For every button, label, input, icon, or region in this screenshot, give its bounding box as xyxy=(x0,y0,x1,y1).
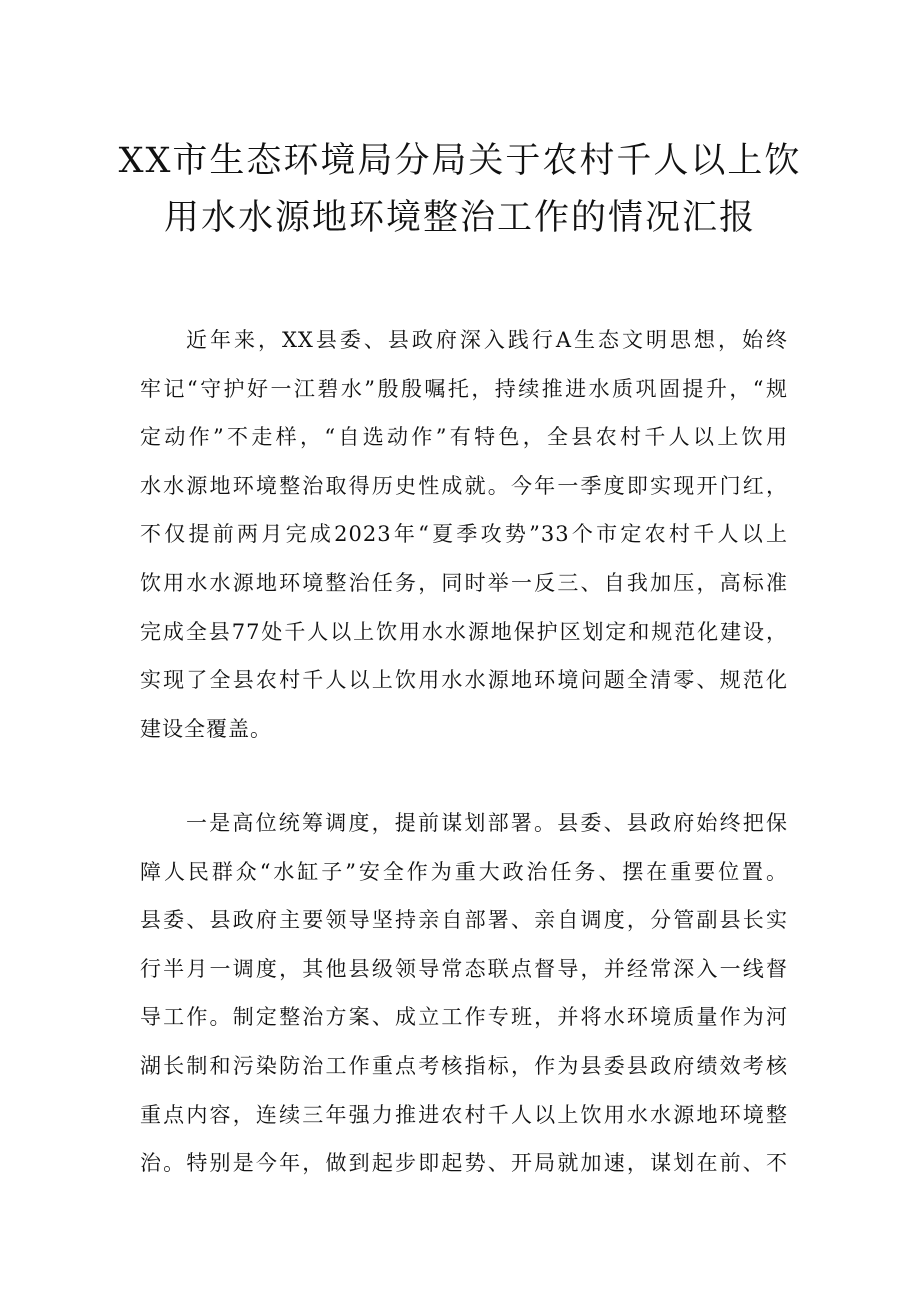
paragraph-line: 治。特别是今年，做到起步即起势、开局就加速，谋划在前、不 xyxy=(140,1151,788,1176)
paragraph-line: 水水源地环境整治取得历史性成就。今年一季度即实现开门红， xyxy=(140,473,788,498)
paragraph-line: 障人民群众“水缸子”安全作为重大政治任务、摆在重要位置。 xyxy=(140,859,788,884)
paragraph-line: 定动作”不走样，“自选动作”有特色，全县农村千人以上饮用 xyxy=(140,425,788,450)
document-title xyxy=(100,133,820,247)
paragraph-section-one xyxy=(140,799,788,1188)
paragraph-line: 不仅提前两月完成2023年“夏季攻势”33个市定农村千人以上 xyxy=(140,522,788,547)
paragraph-line: 行半月一调度，其他县级领导常态联点督导，并经常深入一线督 xyxy=(140,956,788,981)
paragraph-line: 建设全覆盖。 xyxy=(140,716,272,741)
paragraph-line: 饮用水水源地环境整治任务，同时举一反三、自我加压，高标准 xyxy=(140,570,788,595)
paragraph-line: 实现了全县农村千人以上饮用水水源地环境问题全清零、规范化 xyxy=(140,668,788,693)
paragraph-line: 县委、县政府主要领导坚持亲自部署、亲自调度，分管副县长实 xyxy=(140,908,788,933)
title-line-2: 用水水源地环境整治工作的情况汇报 xyxy=(163,198,756,238)
paragraph-line: 牢记“守护好一江碧水”殷殷嘱托，持续推进水质巩固提升，“规 xyxy=(140,376,788,401)
title-line-1: XX市生态环境局分局关于农村千人以上饮 xyxy=(118,141,802,181)
paragraph-line: 近年来，XX县委、县政府深入践行A生态文明思想，始终 xyxy=(186,328,788,352)
paragraph-line: 一是高位统筹调度，提前谋划部署。县委、县政府始终把保 xyxy=(186,811,788,835)
paragraph-intro xyxy=(140,316,788,753)
paragraph-line: 湖长制和污染防治工作重点考核指标，作为县委县政府绩效考核 xyxy=(140,1053,788,1078)
paragraph-line: 重点内容，连续三年强力推进农村千人以上饮用水水源地环境整 xyxy=(140,1102,788,1127)
paragraph-line: 导工作。制定整治方案、成立工作专班，并将水环境质量作为河 xyxy=(140,1005,788,1030)
paragraph-line: 完成全县77处千人以上饮用水水源地保护区划定和规范化建设， xyxy=(140,619,788,644)
